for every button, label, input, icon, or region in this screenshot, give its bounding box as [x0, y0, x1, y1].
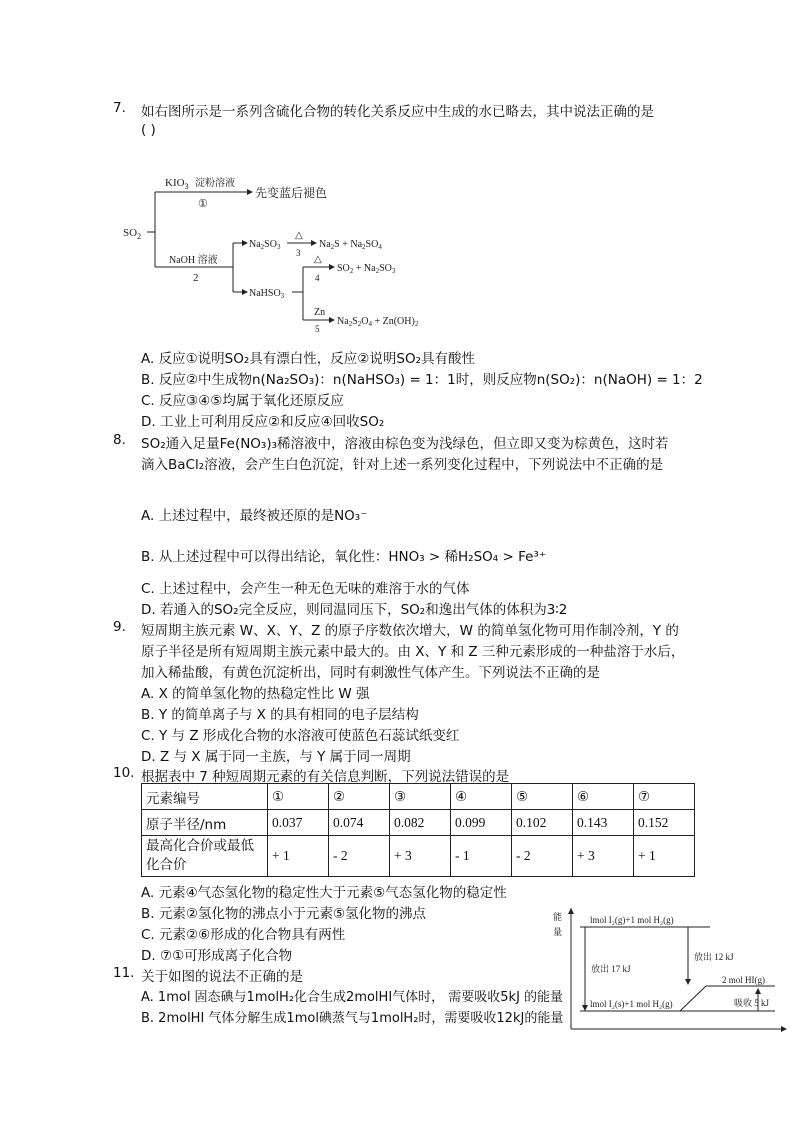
release-17-label: 放出 17 kJ [591, 964, 631, 974]
table-cell: 0.099 [451, 810, 512, 836]
q9-stem-line3: 加入稀盐酸，有黄色沉淀析出，同时有刺激性气体产生。下列说法不正确的是 [141, 665, 600, 681]
table-cell: ② [329, 784, 390, 810]
element-info-table [141, 783, 695, 877]
q7-stem-line1: 如右图所示是一系列含硫化合物的转化关系反应中生成的水已略去，其中说法正确的是 [141, 104, 654, 120]
table-row [142, 810, 695, 836]
q9-stem-line2: 原子半径是所有短周期主族元素中最大的。由 X、Y 和 Z 三种元素形成的一种盐溶于水后， [141, 644, 685, 660]
table-cell: 0.037 [268, 810, 329, 836]
top-level-label: lmol I₂(g)+1 mol H₂(g) [590, 915, 674, 925]
step1-label: ① [198, 198, 208, 210]
step2-label: 2 [193, 272, 199, 284]
energy-axis-label-1: 能 [553, 912, 563, 922]
table-cell: ⑤ [512, 784, 573, 810]
table-cell: - 2 [512, 836, 573, 877]
q10-option-b[interactable]: B. 元素②氢化物的沸点小于元素⑤氢化物的沸点 [141, 906, 427, 922]
step3-delta: △ [295, 230, 303, 241]
naoh-label: NaOH 溶液 [169, 255, 218, 266]
step4-label: 4 [315, 273, 320, 283]
table-cell: 0.152 [634, 810, 695, 836]
na2so3-label: $Na_2SO_3$ [249, 239, 281, 251]
table-cell: ⑥ [573, 784, 634, 810]
step3-label: 3 [296, 248, 301, 258]
q11-option-a[interactable]: A. 1mol 固态碘与1molH₂化合生成2molHI气体时， 需要吸收5kJ 的能量 [141, 990, 564, 1005]
step5-label: 5 [315, 324, 320, 334]
table-cell: + 1 [268, 836, 329, 877]
q11-stem: 关于如图的说法不正确的是 [141, 969, 303, 985]
q10-option-a[interactable]: A. 元素④气态氢化物的稳定性大于元素⑤气态氢化物的稳定性 [141, 885, 507, 901]
q7-stem-line2: ( ) [141, 122, 156, 138]
table-head-cell: 原子半径/nm [142, 810, 268, 836]
table-cell: + 3 [390, 836, 451, 877]
so2-na2so3-label: $SO_2 + Na_2SO_3$ [337, 263, 396, 275]
table-cell: - 2 [329, 836, 390, 877]
table-cell: 0.143 [573, 810, 634, 836]
na2s2o4-zn-oh-label: $Na_2S_2O_4 + Zn(OH)_2$ [337, 316, 419, 328]
table-cell: 0.102 [512, 810, 573, 836]
q10-option-c[interactable]: C. 元素②⑥形成的化合物具有两性 [141, 927, 346, 943]
q8-number: 8. [113, 432, 126, 448]
q9-option-c[interactable]: C. Y 与 Z 形成化合物的水溶液可使蓝色石蕊试纸变红 [141, 728, 460, 744]
table-head-cell [142, 836, 268, 877]
step4-delta: △ [314, 254, 322, 265]
energy-axis-label-2: 量 [553, 927, 563, 937]
q11-number: 11. [113, 965, 135, 981]
table-cell: 0.082 [390, 810, 451, 836]
q8-stem-line2: 滴入BaCl₂溶液，会产生白色沉淀，针对上述一系列变化过程中，下列说法中不正确的是 [141, 457, 664, 473]
step5-zn: Zn [314, 307, 326, 318]
table-cell: ① [268, 784, 329, 810]
q7-option-a[interactable]: A. 反应①说明SO₂具有漂白性，反应②说明SO₂具有酸性 [141, 351, 475, 367]
table-cell: ④ [451, 784, 512, 810]
na2s-na2so4-label: $Na_2S + Na_2SO_4$ [319, 239, 382, 251]
q7-option-d[interactable]: D. 工业上可利用反应②和反应④回收SO₂ [141, 414, 385, 430]
table-cell: - 1 [451, 836, 512, 877]
q8-option-b[interactable]: B. 从上述过程中可以得出结论，氧化性：HNO₃ > 稀H₂SO₄ > Fe³⁺ [141, 549, 546, 565]
q9-option-a[interactable]: A. X 的简单氢化物的热稳定性比 W 强 [141, 686, 370, 702]
q9-option-b[interactable]: B. Y 的简单离子与 X 的具有相同的电子层结构 [141, 707, 419, 723]
hi-level-label: 2 mol HI(g) [722, 975, 765, 985]
q7-number: 7. [113, 100, 126, 116]
table-row [142, 836, 695, 877]
q8-option-c[interactable]: C. 上述过程中，会产生一种无色无味的难溶于水的气体 [141, 581, 470, 597]
table-row [142, 784, 695, 810]
table-cell: + 3 [573, 836, 634, 877]
blue-fade-label: 先变蓝后褪色 [255, 186, 328, 200]
q8-option-d[interactable]: D. 若通入的SO₂完全反应，则同温同压下，SO₂和逸出气体的体积为3∶2 [141, 602, 568, 618]
table-head-cell: 元素编号 [142, 784, 268, 810]
q9-number: 9. [113, 619, 126, 635]
nahso3-label: NaHSO$_3$ [249, 288, 285, 300]
table-cell: 0.074 [329, 810, 390, 836]
table-cell: ⑦ [634, 784, 695, 810]
absorb-5-label: 吸收 5 kJ [734, 998, 770, 1008]
q7-reaction-diagram [115, 170, 475, 335]
table-head-line1: 最高化合价或最低 [146, 838, 254, 854]
bottom-level-label: lmol I₂(s)+1 mol H₂(g) [590, 999, 673, 1009]
starch-label: 淀粉溶液 [195, 178, 235, 189]
release-12-label: 放出 12 kJ [694, 952, 734, 962]
table-cell: + 1 [634, 836, 695, 877]
q7-option-b[interactable]: B. 反应②中生成物n(Na₂SO₃)：n(NaHSO₃) = 1：1时，则反应物n(SO₂)：n(NaOH) = 1：2 [141, 372, 703, 388]
q10-number: 10. [113, 765, 135, 781]
kio3-label: $KIO_3$ [165, 177, 189, 191]
q8-option-a[interactable]: A. 上述过程中，最终被还原的是NO₃⁻ [141, 508, 368, 524]
q11-option-b[interactable]: B. 2molHI 气体分解生成1mol碘蒸气与1molH₂时，需要吸收12kJ的能量 [141, 1011, 564, 1026]
table-head-line2: 化合价 [146, 857, 187, 873]
q8-stem-line1: SO₂通入足量Fe(NO₃)₃稀溶液中，溶液由棕色变为浅绿色，但立即又变为棕黄色，这时若 [141, 436, 669, 452]
table-cell: ③ [390, 784, 451, 810]
energy-level-diagram [550, 908, 790, 1034]
q7-option-c[interactable]: C. 反应③④⑤均属于氧化还原反应 [141, 393, 344, 409]
so2-label: $SO_2$ [123, 227, 142, 241]
q10-option-d[interactable]: D. ⑦①可形成离子化合物 [141, 948, 293, 964]
q9-stem-line1: 短周期主族元素 W、X、Y、Z 的原子序数依次增大，W 的简单氢化物可用作制冷剂，Y 的 [141, 623, 679, 639]
q10-stem: 根据表中 7 种短周期元素的有关信息判断，下列说法错误的是 [141, 769, 510, 785]
q9-option-d[interactable]: D. Z 与 X 属于同一主族，与 Y 属于同一周期 [141, 749, 411, 765]
